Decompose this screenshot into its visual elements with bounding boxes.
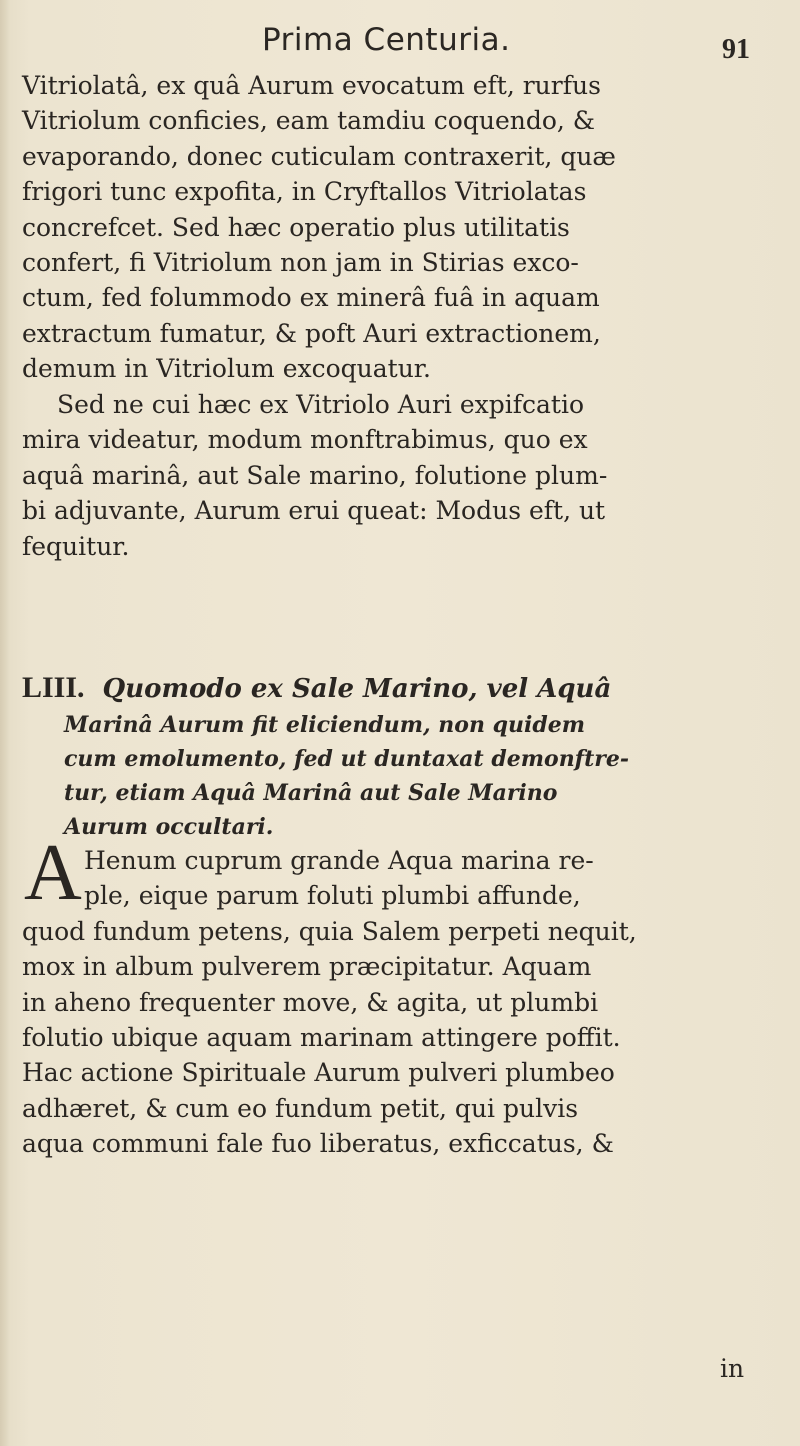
text-line: confert, fi Vitriolum non jam in Stirias exco-: [22, 247, 579, 277]
text-line: evaporando, donec cuticulam contraxerit, quæ: [22, 141, 616, 171]
heading-text: Quomodo ex Sale Marino, vel Aquâ: [102, 674, 612, 704]
text-line: Vitriolatâ, ex quâ Aurum evocatum eft, rurfus: [22, 71, 601, 100]
paragraph-3: [22, 843, 792, 1162]
heading-line: Marinâ Aurum fit eliciendum, non quidem: [64, 712, 586, 738]
text-line: folutio ubique aquam marinam attingere poffit.: [22, 1022, 621, 1052]
text-line: Hac actione Spirituale Aurum pulveri plumbeo: [22, 1058, 615, 1088]
text-line: ple, eique parum foluti plumbi affunde,: [84, 881, 581, 911]
paragraph-2: [22, 387, 792, 564]
text-line: quod fundum petens, quia Salem perpeti nequit,: [22, 916, 637, 946]
page-gutter-shadow: [0, 0, 10, 1446]
text-line: Sed ne cui hæc ex Vitriolo Auri expifcatio: [57, 390, 584, 419]
text-line: ctum, fed folummodo ex minerâ fuâ in aquam: [22, 283, 600, 313]
text-line: Vitriolum conficies, eam tamdiu coquendo, &: [22, 106, 596, 136]
text-line: concrefcet. Sed hæc operatio plus utilitatis: [22, 212, 570, 242]
section-heading: [22, 668, 792, 844]
page-number: 91: [722, 34, 750, 65]
text-line: Henum cuprum grande Aqua marina re-: [84, 846, 594, 875]
text-line: aquâ marinâ, aut Sale marino, folutione plum-: [22, 460, 608, 490]
page-header: [0, 20, 800, 70]
heading-line: cum emolumento, fed ut duntaxat demonftre-: [64, 746, 630, 772]
running-title: Prima Centuria.: [262, 22, 511, 58]
paragraph-1: [22, 68, 792, 387]
text-line: adhæret, & cum eo fundum petit, qui pulvis: [22, 1093, 579, 1123]
drop-cap: A: [24, 829, 82, 917]
text-line: bi adjuvante, Aurum erui queat: Modus eft, ut: [22, 496, 606, 526]
text-line: in aheno frequenter move, & agita, ut plumbi: [22, 987, 599, 1017]
section-number: LIII.: [22, 671, 85, 704]
text-line: fequitur.: [22, 531, 130, 561]
text-line: extractum fumatur, & poft Auri extractionem,: [22, 318, 601, 348]
text-line: demum in Vitriolum excoquatur.: [22, 354, 431, 384]
text-line: aqua communi fale fuo liberatus, exficcatus, &: [22, 1129, 614, 1159]
text-line: mox in album pulverem præcipitatur. Aquam: [22, 952, 592, 982]
text-line: mira videatur, modum monftrabimus, quo ex: [22, 425, 588, 455]
heading-line: tur, etiam Aquâ Marinâ aut Sale Marino: [64, 780, 558, 806]
heading-line: [22, 668, 792, 708]
catchword: in: [720, 1354, 745, 1383]
text-line: frigori tunc expofita, in Cryftallos Vitriolatas: [22, 177, 587, 207]
heading-line: Aurum occultari.: [64, 814, 274, 840]
